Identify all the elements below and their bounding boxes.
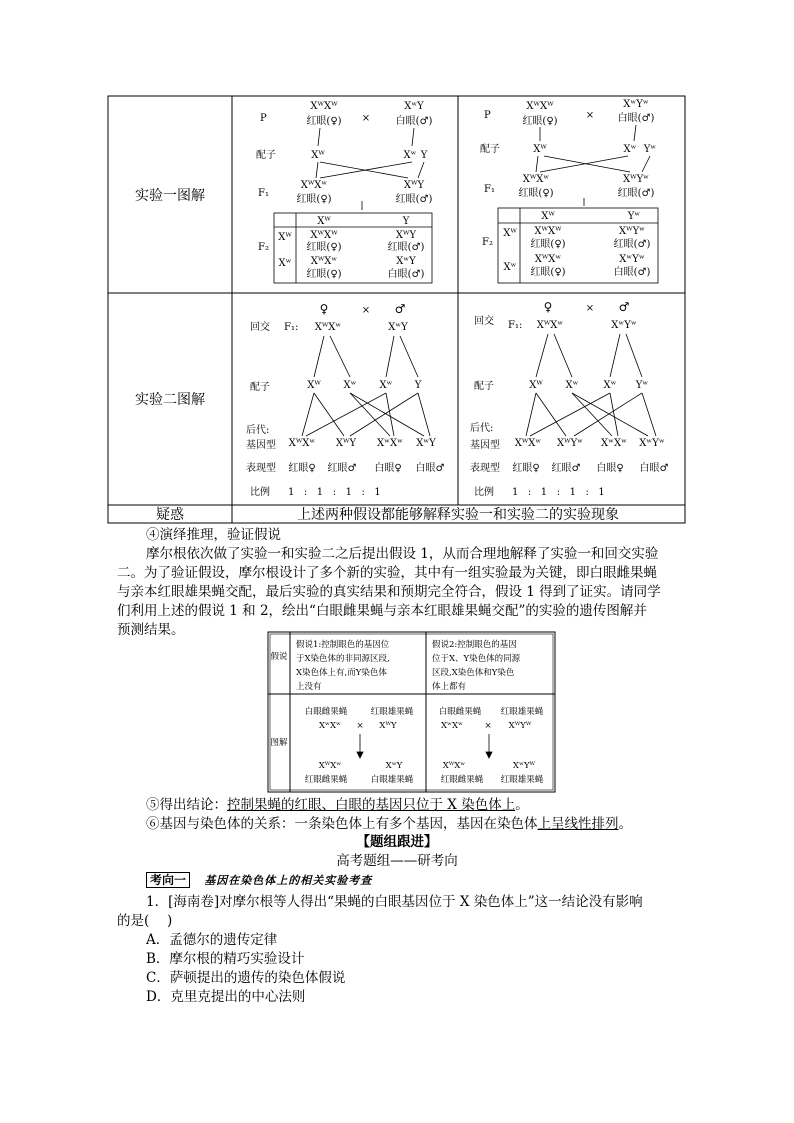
table2-arrows <box>357 734 492 758</box>
svg-text:Y: Y <box>402 216 410 227</box>
svg-text:F₁: F₁ <box>484 184 495 195</box>
svg-text:表现型: 表现型 <box>246 463 276 474</box>
svg-text:XʷYʷ: XʷYʷ <box>611 320 637 331</box>
svg-text:XᵂXʷ: XᵂXʷ <box>442 761 466 771</box>
svg-text:回交: 回交 <box>250 322 270 333</box>
svg-text:Xᵂ: Xᵂ <box>317 216 331 227</box>
svg-text:XᵂXᵂ: XᵂXᵂ <box>534 226 562 237</box>
question-stem-line1: 1．[海南卷]对摩尔根等人得出“果蝇的白眼基因位于 X 染色体上”这一结论没有影响 <box>146 894 643 910</box>
svg-text:1 : 1 : 1 : 1: 1 : 1 : 1 : 1 <box>512 487 605 498</box>
table2-text <box>270 639 543 785</box>
svg-text:红眼♂: 红眼♂ <box>551 463 581 474</box>
svg-text:Xʷ: Xʷ <box>565 380 579 391</box>
svg-text:F₁:: F₁: <box>284 322 299 333</box>
svg-text:F₁: F₁ <box>258 188 269 199</box>
svg-text:白眼雌果蝇: 白眼雌果蝇 <box>438 707 482 717</box>
exp1-left-diagram <box>256 101 432 280</box>
svg-text:假说1:控制眼色的基因位: 假说1:控制眼色的基因位 <box>296 640 390 650</box>
svg-text:白眼(♂): 白眼(♂) <box>395 116 433 127</box>
svg-text:Y: Y <box>420 150 428 161</box>
svg-text:红眼(♀): 红眼(♀) <box>296 194 332 205</box>
svg-text:×: × <box>361 305 371 316</box>
svg-text:XʷYʷ: XʷYʷ <box>639 438 665 449</box>
svg-text:红眼(♀): 红眼(♀) <box>306 116 342 127</box>
option-d[interactable]: D．克里克提出的中心法则 <box>146 989 306 1005</box>
svg-text:基因型: 基因型 <box>246 440 276 451</box>
svg-text:红眼(♀): 红眼(♀) <box>306 242 342 253</box>
svg-text:体上都有: 体上都有 <box>432 682 467 692</box>
step5-answer: 控制果蝇的红眼、白眼的基因只位于 X 染色体上 <box>227 797 516 813</box>
svg-text:白眼♀: 白眼♀ <box>374 463 402 474</box>
svg-text:XᵂXʷ: XᵂXʷ <box>534 254 562 265</box>
exp2-left-lines <box>302 336 430 436</box>
row1-label: 实验一图解 <box>135 188 205 204</box>
svg-text:上没有: 上没有 <box>296 682 322 692</box>
para1-line2: 二。为了验证假设，摩尔根设计了多个新的实验，其中有一组实验最为关键，即白眼雌果蝇 <box>117 565 657 581</box>
svg-text:XᵂXᵂ: XᵂXᵂ <box>310 230 338 241</box>
svg-text:白眼(♂): 白眼(♂) <box>387 269 425 280</box>
svg-text:Xᵂ: Xᵂ <box>529 380 543 391</box>
option-b[interactable]: B．摩尔根的精巧实验设计 <box>146 951 305 967</box>
svg-text:图解: 图解 <box>270 738 288 748</box>
svg-text:Xʷ: Xʷ <box>623 144 637 155</box>
svg-text:Yʷ: Yʷ <box>635 380 649 391</box>
section-subtitle: 高考题组——研考向 <box>336 853 458 869</box>
svg-text:♀: ♀ <box>543 300 553 314</box>
svg-text:XᵂXᵂ: XᵂXᵂ <box>526 101 554 112</box>
row2-label: 实验二图解 <box>135 392 205 408</box>
svg-text:XᵂXᵂ: XᵂXᵂ <box>310 101 338 112</box>
para1-line5: 预测结果。 <box>117 622 185 638</box>
svg-text:白眼(♂): 白眼(♂) <box>613 267 651 278</box>
svg-text:位于X、Y染色体的同源: 位于X、Y染色体的同源 <box>432 654 521 664</box>
svg-text:XʷY: XʷY <box>388 322 408 333</box>
svg-text:Xʷ: Xʷ <box>379 380 393 391</box>
svg-text:Xᵂ: Xᵂ <box>541 211 555 222</box>
svg-text:XʷY: XʷY <box>396 256 416 267</box>
svg-text:XᵂYᵂ: XᵂYᵂ <box>508 721 532 731</box>
svg-text:XʷXʷ: XʷXʷ <box>440 721 464 731</box>
svg-text:×: × <box>484 721 492 731</box>
svg-text:XᵂXʷ: XᵂXʷ <box>310 256 338 267</box>
svg-text:XʷYʷ: XʷYʷ <box>619 254 645 265</box>
svg-text:XᵂY: XᵂY <box>335 438 357 449</box>
svg-text:红眼雄果蝇: 红眼雄果蝇 <box>500 775 544 785</box>
step6-relation: ⑥基因与染色体的关系：一条染色体上有多个基因，基因在染色体上呈线性排列。 <box>146 816 632 832</box>
topic-description: 基因在染色体上的相关实验考查 <box>204 874 373 887</box>
para1-line1: 摩尔根依次做了实验一和实验二之后提出假设 1，从而合理地解释了实验一和回交实验 <box>146 546 659 562</box>
row3-label: 疑惑 <box>156 507 184 523</box>
svg-text:F₂: F₂ <box>482 237 493 248</box>
step5-conclusion: ⑤得出结论：控制果蝇的红眼、白眼的基因只位于 X 染色体上。 <box>146 797 529 813</box>
svg-text:XʷY: XʷY <box>416 438 436 449</box>
svg-text:XᵂXʷ: XᵂXʷ <box>288 438 316 449</box>
svg-text:XʷY: XʷY <box>404 101 424 112</box>
svg-text:白眼♂: 白眼♂ <box>415 463 445 474</box>
svg-text:红眼(♂): 红眼(♂) <box>617 188 655 199</box>
svg-text:XʷY: XʷY <box>385 761 403 771</box>
svg-text:基因型: 基因型 <box>470 440 500 451</box>
svg-text:红眼(♂): 红眼(♂) <box>387 242 425 253</box>
svg-text:Xᵂ: Xᵂ <box>503 228 517 239</box>
svg-text:XᵂXʷ: XᵂXʷ <box>522 174 550 185</box>
svg-text:P: P <box>484 110 491 121</box>
svg-text:XᵂYʷ: XᵂYʷ <box>622 174 650 185</box>
svg-text:白眼♂: 白眼♂ <box>639 463 669 474</box>
svg-text:红眼(♀): 红眼(♀) <box>306 269 342 280</box>
svg-text:XʷXʷ: XʷXʷ <box>601 438 627 449</box>
svg-text:红眼♀: 红眼♀ <box>288 463 316 474</box>
svg-text:XᵂXʷ: XᵂXʷ <box>300 180 328 191</box>
svg-text:比例: 比例 <box>474 487 494 498</box>
svg-text:XᵂXʷ: XᵂXʷ <box>514 438 542 449</box>
svg-text:表现型: 表现型 <box>470 463 500 474</box>
svg-text:Xʷ: Xʷ <box>278 258 292 269</box>
svg-text:红眼(♂): 红眼(♂) <box>395 194 433 205</box>
svg-text:回交: 回交 <box>474 316 494 327</box>
row3-text: 上述两种假设都能够解释实验一和实验二的实验现象 <box>297 507 619 523</box>
svg-text:红眼♀: 红眼♀ <box>512 463 540 474</box>
svg-text:XʷXʷ: XʷXʷ <box>318 721 342 731</box>
svg-text:Xʷ: Xʷ <box>343 380 357 391</box>
svg-text:Xᵂ: Xᵂ <box>278 232 292 243</box>
svg-text:XᵂY: XᵂY <box>379 721 397 731</box>
svg-text:XʷYᵂ: XʷYᵂ <box>512 761 536 771</box>
svg-text:红眼♂: 红眼♂ <box>327 463 357 474</box>
svg-text:白眼雄果蝇: 白眼雄果蝇 <box>370 775 414 785</box>
exp2-right-diagram <box>470 300 669 498</box>
svg-text:♂: ♂ <box>618 300 630 314</box>
svg-text:红眼(♀): 红眼(♀) <box>522 116 558 127</box>
svg-text:比例: 比例 <box>250 487 270 498</box>
topic-tag: 考向一 <box>146 872 190 888</box>
svg-text:♂: ♂ <box>394 302 406 316</box>
svg-text:白眼(♂): 白眼(♂) <box>617 113 655 124</box>
svg-text:1 : 1 : 1 : 1: 1 : 1 : 1 : 1 <box>288 487 381 498</box>
svg-text:红眼(♀): 红眼(♀) <box>518 188 554 199</box>
svg-text:红眼雌果蝇: 红眼雌果蝇 <box>304 775 348 785</box>
svg-text:红眼(♀): 红眼(♀) <box>530 267 566 278</box>
svg-text:×: × <box>361 113 371 124</box>
svg-text:XᵂY: XᵂY <box>403 180 425 191</box>
svg-text:Xʷ: Xʷ <box>603 380 617 391</box>
svg-text:×: × <box>585 110 595 121</box>
svg-text:Xᵂ: Xᵂ <box>307 380 321 391</box>
svg-text:X染色体上有,而Y染色体: X染色体上有,而Y染色体 <box>296 668 387 678</box>
svg-text:Y: Y <box>414 380 422 391</box>
svg-text:于X染色体的非同源区段,: 于X染色体的非同源区段, <box>296 654 390 664</box>
svg-text:XᵂXʷ: XᵂXʷ <box>536 320 564 331</box>
svg-text:Xᵂ: Xᵂ <box>533 144 547 155</box>
svg-text:红眼雄果蝇: 红眼雄果蝇 <box>370 707 414 717</box>
svg-text:XʷXʷ: XʷXʷ <box>377 438 403 449</box>
exp2-left-diagram <box>246 302 445 498</box>
step4-heading: ④演绎推理，验证假说 <box>146 527 281 543</box>
svg-text:F₂: F₂ <box>258 242 269 253</box>
svg-text:XᵂY: XᵂY <box>395 230 417 241</box>
para1-line3: 与亲本红眼雄果蝇交配，最后实验的真实结果和预期完全符合，假设 1 得到了证实。请同学 <box>117 584 661 600</box>
svg-text:配子: 配子 <box>480 144 500 155</box>
svg-text:假说: 假说 <box>270 652 288 662</box>
step6-answer: 上呈线性排列 <box>537 816 619 832</box>
svg-text:F₁:: F₁: <box>508 320 523 331</box>
svg-text:红眼雌果蝇: 红眼雌果蝇 <box>440 775 484 785</box>
question-stem-line2: 的是( ) <box>117 913 173 929</box>
svg-text:P: P <box>260 113 267 124</box>
svg-text:配子: 配子 <box>256 150 276 161</box>
option-a[interactable]: A．孟德尔的遗传定律 <box>146 932 278 948</box>
svg-text:Yʷ: Yʷ <box>643 144 657 155</box>
svg-text:区段,X染色体和Y染色: 区段,X染色体和Y染色 <box>432 668 515 678</box>
svg-text:XᵂXʷ: XᵂXʷ <box>314 322 342 333</box>
svg-text:Xʷ: Xʷ <box>503 262 517 273</box>
topic-heading <box>146 871 372 890</box>
svg-text:×: × <box>356 721 364 731</box>
svg-text:XᵂYʷ: XᵂYʷ <box>556 438 584 449</box>
svg-text:红眼(♀): 红眼(♀) <box>530 239 566 250</box>
para1-line4: 们利用上述的假说 1 和 2，绘出“白眼雌果蝇与亲本红眼雄果蝇交配”的实验的遗传图解并 <box>117 603 647 619</box>
svg-text:后代:: 后代: <box>246 425 270 436</box>
svg-text:×: × <box>585 303 595 314</box>
svg-text:XᵂXʷ: XᵂXʷ <box>318 761 342 771</box>
svg-text:XʷYʷ: XʷYʷ <box>623 99 649 110</box>
svg-text:XᵂYʷ: XᵂYʷ <box>618 226 646 237</box>
section-title: 【题组跟进】 <box>356 834 438 850</box>
svg-text:白眼雌果蝇: 白眼雌果蝇 <box>304 707 348 717</box>
svg-text:后代:: 后代: <box>470 423 494 434</box>
svg-text:Yʷ: Yʷ <box>627 211 641 222</box>
svg-text:配子: 配子 <box>474 381 494 392</box>
svg-text:Xᵂ: Xᵂ <box>311 150 325 161</box>
svg-text:红眼(♂): 红眼(♂) <box>613 239 651 250</box>
option-c[interactable]: C．萨顿提出的遗传的染色体假说 <box>146 970 346 986</box>
svg-text:白眼♀: 白眼♀ <box>596 463 624 474</box>
svg-text:♀: ♀ <box>319 302 329 316</box>
svg-text:Xʷ: Xʷ <box>403 150 417 161</box>
exp1-right-diagram <box>480 99 656 278</box>
svg-text:假说2:控制眼色的基因: 假说2:控制眼色的基因 <box>432 640 517 650</box>
svg-text:红眼雄果蝇: 红眼雄果蝇 <box>500 707 544 717</box>
svg-text:配子: 配子 <box>250 382 270 393</box>
